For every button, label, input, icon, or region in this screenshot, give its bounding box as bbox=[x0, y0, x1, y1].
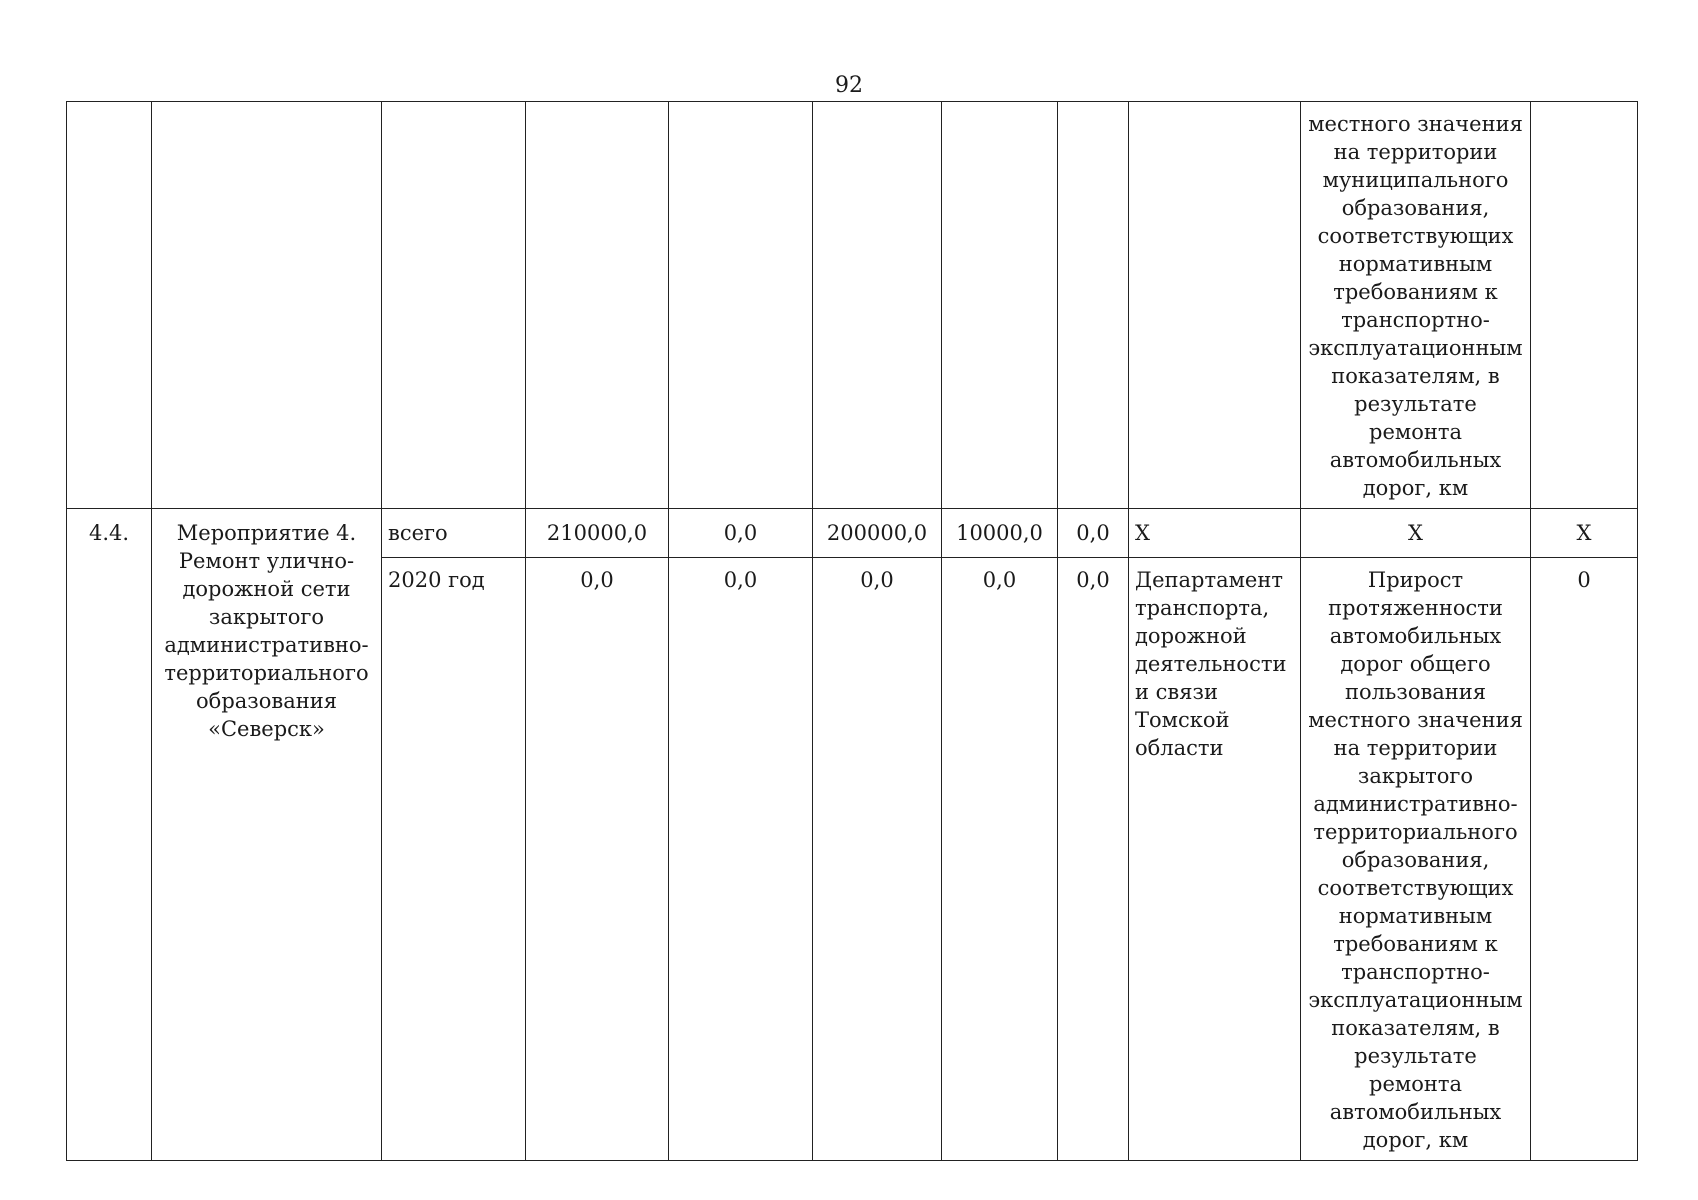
cell-empty bbox=[67, 102, 152, 509]
table-row-continuation bbox=[67, 102, 1638, 509]
cell-year-col3: 0,0 bbox=[813, 558, 942, 1161]
cell-empty bbox=[942, 102, 1058, 509]
cell-period-year: 2020 год bbox=[382, 558, 526, 1161]
cell-empty bbox=[1058, 102, 1129, 509]
cell-empty bbox=[1531, 102, 1638, 509]
cell-empty bbox=[669, 102, 813, 509]
cell-empty bbox=[1129, 102, 1301, 509]
cell-empty bbox=[152, 102, 382, 509]
cell-year-col2: 0,0 bbox=[669, 558, 813, 1161]
cell-total-col5: 0,0 bbox=[1058, 509, 1129, 558]
cell-empty bbox=[382, 102, 526, 509]
table-row-total bbox=[67, 509, 1638, 558]
cell-year-value: 0 bbox=[1531, 558, 1638, 1161]
cell-empty bbox=[526, 102, 669, 509]
cell-total-col4: 10000,0 bbox=[942, 509, 1058, 558]
cell-measure-name: Мероприятие 4. Ремонт улично-дорожной сети закрытого административно-территориального образования «Северск» bbox=[152, 509, 382, 1161]
cell-year-col4: 0,0 bbox=[942, 558, 1058, 1161]
cell-year-col1: 0,0 bbox=[526, 558, 669, 1161]
measures-table bbox=[66, 101, 1638, 1161]
cell-total-value: Х bbox=[1531, 509, 1638, 558]
cell-total-indicator: Х bbox=[1301, 509, 1531, 558]
cell-period-total: всего bbox=[382, 509, 526, 558]
cell-measure-number: 4.4. bbox=[67, 509, 152, 1161]
cell-total-col1: 210000,0 bbox=[526, 509, 669, 558]
cell-total-executor: Х bbox=[1129, 509, 1301, 558]
cell-empty bbox=[813, 102, 942, 509]
cell-total-col2: 0,0 bbox=[669, 509, 813, 558]
cell-total-col3: 200000,0 bbox=[813, 509, 942, 558]
page-number: 92 bbox=[835, 73, 863, 98]
cell-year-col5: 0,0 bbox=[1058, 558, 1129, 1161]
cell-year-indicator: Прирост протяженности автомобильных дорог общего пользования местного значения на территории закрытого административно-территориального образования, соответствующих нормативным требованиям к транспортно-эксплуатационным показателям, в результате ремонта автомобильных дорог, км bbox=[1301, 558, 1531, 1161]
cell-year-executor: Департамент транспорта, дорожной деятельности и связи Томской области bbox=[1129, 558, 1301, 1161]
cell-indicator-continuation: местного значения на территории муниципального образования, соответствующих нормативным требованиям к транспортно-эксплуатационным показателям, в результате ремонта автомобильных дорог, км bbox=[1301, 102, 1531, 509]
